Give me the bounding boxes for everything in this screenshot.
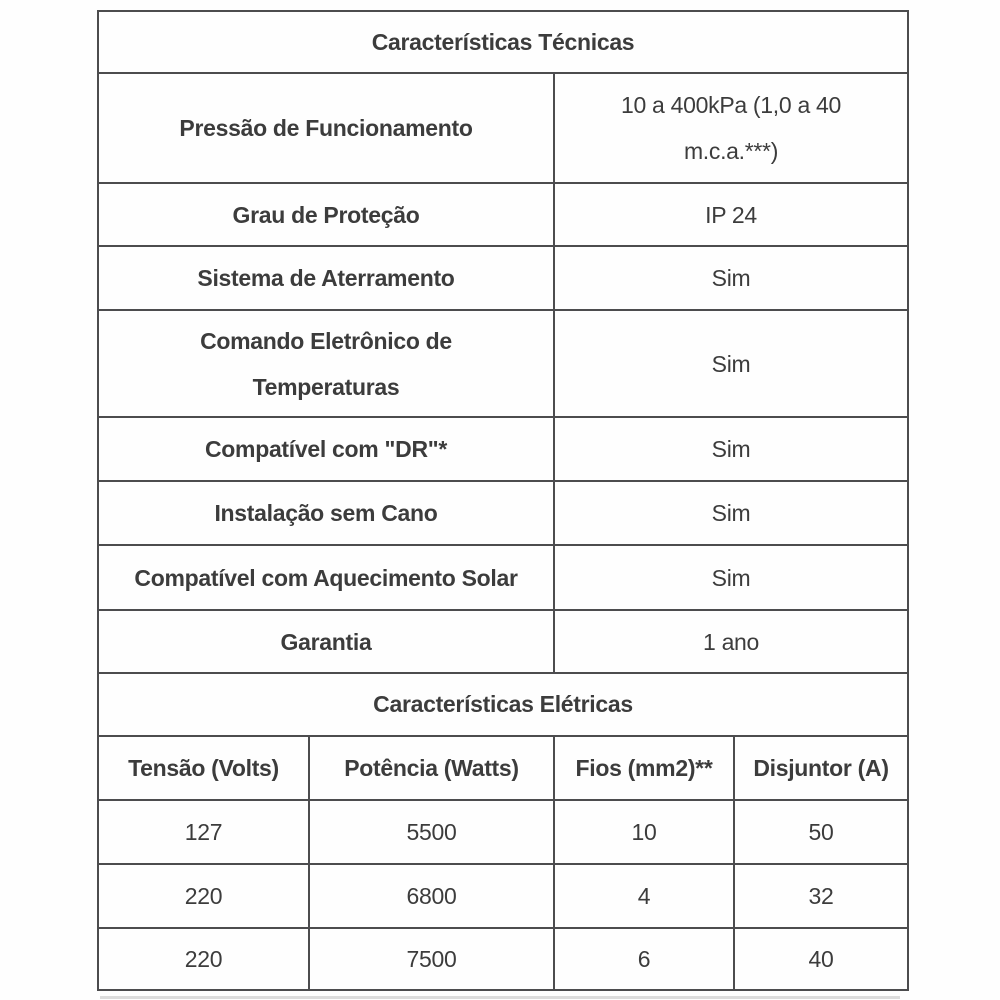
electrical-section-title: Características Elétricas [98, 673, 908, 736]
spec-value: Sim [554, 310, 908, 417]
table-row [98, 610, 908, 673]
spec-label: Comando Eletrônico de Temperaturas [98, 310, 554, 417]
cell-disjuntor: 40 [734, 928, 908, 990]
spec-value: 1 ano [554, 610, 908, 673]
spec-label: Instalação sem Cano [98, 481, 554, 545]
spec-value: Sim [554, 246, 908, 310]
table-row [98, 73, 908, 183]
spec-label: Compatível com "DR"* [98, 417, 554, 481]
photo-artifact-line [100, 996, 900, 999]
cell-potencia: 5500 [309, 800, 554, 864]
cell-tensao: 220 [98, 928, 309, 990]
table-row [98, 864, 908, 928]
table-header-row [98, 736, 908, 800]
spec-label: Grau de Proteção [98, 183, 554, 246]
technical-section-title: Características Técnicas [98, 11, 908, 73]
spec-table [97, 10, 909, 991]
cell-potencia: 6800 [309, 864, 554, 928]
cell-disjuntor: 32 [734, 864, 908, 928]
spec-value: IP 24 [554, 183, 908, 246]
table-row [98, 246, 908, 310]
spec-label: Pressão de Funcionamento [98, 73, 554, 183]
spec-value: Sim [554, 481, 908, 545]
table-row [98, 310, 908, 417]
cell-tensao: 127 [98, 800, 309, 864]
cell-fios: 10 [554, 800, 734, 864]
cell-disjuntor: 50 [734, 800, 908, 864]
spec-label: Compatível com Aquecimento Solar [98, 545, 554, 610]
table-row [98, 183, 908, 246]
table-row [98, 545, 908, 610]
spec-label: Garantia [98, 610, 554, 673]
cell-fios: 4 [554, 864, 734, 928]
cell-tensao: 220 [98, 864, 309, 928]
column-header-disjuntor: Disjuntor (A) [734, 736, 908, 800]
table-row [98, 928, 908, 990]
cell-fios: 6 [554, 928, 734, 990]
spec-value: 10 a 400kPa (1,0 a 40 m.c.a.***) [554, 73, 908, 183]
table-row [98, 481, 908, 545]
spec-value: Sim [554, 545, 908, 610]
table-row [98, 11, 908, 73]
table-row [98, 417, 908, 481]
column-header-fios: Fios (mm2)** [554, 736, 734, 800]
spec-label: Sistema de Aterramento [98, 246, 554, 310]
table-row [98, 800, 908, 864]
column-header-tensao: Tensão (Volts) [98, 736, 309, 800]
spec-value: Sim [554, 417, 908, 481]
table-row [98, 673, 908, 736]
cell-potencia: 7500 [309, 928, 554, 990]
column-header-potencia: Potência (Watts) [309, 736, 554, 800]
